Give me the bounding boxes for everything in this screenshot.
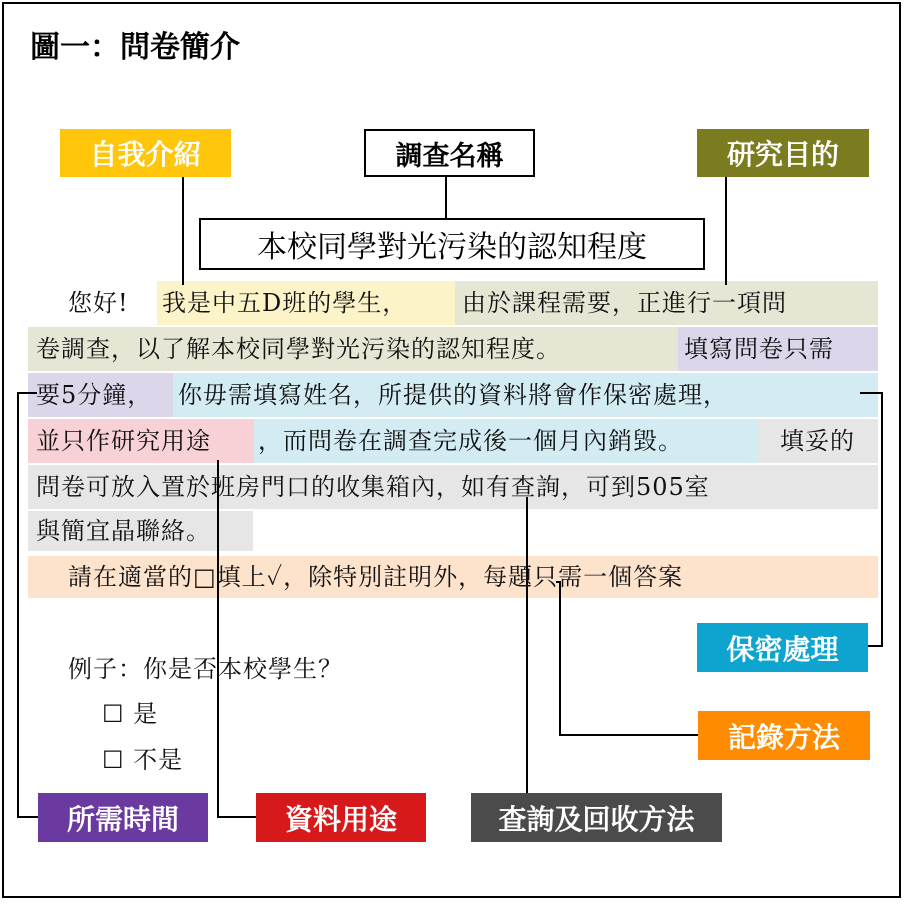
line1-purpose: 由於課程需要，正進行一項問: [462, 289, 787, 317]
line2-time: 填寫問卷只需: [684, 335, 834, 363]
line4-inquiry: 填妥的: [780, 427, 855, 455]
label-inquiry-collection: 查詢及回收方法: [471, 793, 722, 842]
label-confidentiality: 保密處理: [697, 623, 868, 672]
line4-confidential: ，而問卷在調查完成後一個月內銷毀。: [258, 427, 683, 455]
label-self-intro: 自我介紹: [60, 129, 231, 177]
survey-title: 本校同學對光污染的認知程度: [199, 218, 705, 270]
line3-confidential: 你毋需填寫姓名，所提供的資料將會作保密處理，: [178, 381, 728, 409]
label-time-needed: 所需時間: [38, 793, 208, 842]
line3-time: 要5分鐘，: [36, 381, 153, 409]
line4-data-usage: 並只作研究用途: [36, 427, 211, 455]
line5-inquiry: 問卷可放入置於班房門口的收集箱內，如有查詢，可到505室: [36, 473, 710, 501]
line1-greeting: 您好!: [68, 289, 129, 317]
survey-name-label: 調查名稱: [364, 129, 535, 177]
line2-purpose: 卷調查，以了解本校同學對光污染的認知程度。: [36, 335, 561, 363]
label-research-purpose: 研究目的: [697, 129, 869, 177]
label-data-usage: 資料用途: [256, 793, 426, 842]
example-option-no: ☐ 不是: [102, 746, 184, 774]
example-option-yes: ☐ 是: [102, 700, 159, 728]
label-recording-method: 記錄方法: [698, 711, 870, 760]
line1-self-intro: 我是中五D班的學生，: [162, 289, 408, 317]
line7-instruction: 請在適當的□填上✓，除特別註明外，每題只需一個答案: [68, 563, 684, 591]
line6-inquiry: 與簡宜晶聯絡。: [36, 517, 211, 545]
figure-title: 圖一：問卷簡介: [30, 30, 240, 65]
example-question: 例子：你是否本校學生？: [68, 655, 343, 683]
